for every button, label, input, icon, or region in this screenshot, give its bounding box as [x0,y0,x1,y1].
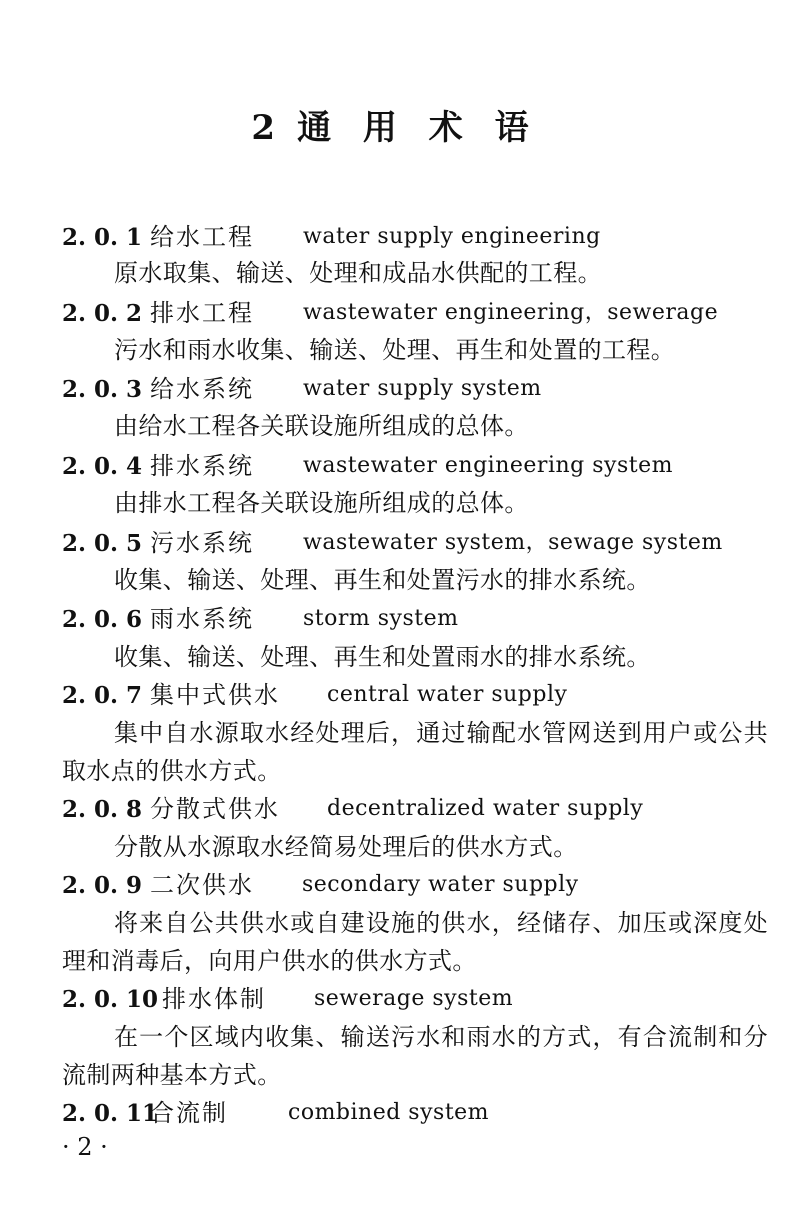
term-heading [62,792,644,826]
term-chinese: 污水系统 [150,529,254,557]
term-english: water supply system [303,376,542,401]
term-definition: 原水取集、输送、处理和成品水供配的工程。 [114,259,602,287]
term-definition: 将来自公共供水或自建设施的供水，经储存、加压或深度处理和消毒后，向用户供水的供水方式。 [62,909,768,975]
term-definition: 集中自水源取水经处理后，通过输配水管网送到用户或公共取水点的供水方式。 [62,719,768,785]
term-definition: 由排水工程各关联设施所组成的总体。 [114,489,529,517]
term-heading [62,220,601,254]
term-number: 2. 0. 1 [62,224,143,251]
term-english: wastewater engineering，sewerage [303,300,719,325]
term-number: 2. 0. 9 [62,872,143,899]
term-chinese: 排水体制 [162,985,266,1013]
term-number: 2. 0. 11 [62,1100,159,1127]
term-definition: 由给水工程各关联设施所组成的总体。 [114,412,529,440]
term-chinese: 雨水系统 [150,605,254,633]
term-chinese: 分散式供水 [150,795,280,823]
term-number: 2. 0. 7 [62,682,143,709]
term-definition: 污水和雨水收集、输送、处理、再生和处置的工程。 [114,336,676,364]
term-chinese: 合流制 [150,1099,228,1127]
term-heading [62,602,459,636]
term-heading [62,372,542,406]
term-english: sewerage system [314,986,514,1011]
term-english: central water supply [327,682,568,707]
term-chinese: 排水系统 [150,452,254,480]
term-definition: 在一个区域内收集、输送污水和雨水的方式，有合流制和分流制两种基本方式。 [62,1023,768,1089]
term-number: 2. 0. 3 [62,376,143,403]
term-chinese: 排水工程 [150,299,254,327]
term-number: 2. 0. 10 [62,986,159,1013]
term-chinese: 集中式供水 [150,681,280,709]
term-english: secondary water supply [302,872,579,897]
chapter-title: 通 用 术 语 [297,108,539,148]
chapter-number: 2 [251,108,276,148]
term-english: decentralized water supply [327,796,644,821]
term-number: 2. 0. 6 [62,606,143,633]
term-heading [62,1096,490,1130]
term-heading [62,296,719,330]
term-chinese: 二次供水 [150,871,254,899]
term-definition: 分散从水源取水经简易处理后的供水方式。 [114,833,578,861]
term-english: water supply engineering [303,224,601,249]
page-number: · 2 · [62,1133,108,1161]
term-english: storm system [303,606,459,631]
term-definition: 收集、输送、处理、再生和处置污水的排水系统。 [114,566,651,594]
term-english: wastewater engineering system [303,453,673,478]
term-heading [62,526,723,560]
term-chinese: 给水工程 [150,223,254,251]
term-english: wastewater system，sewage system [303,530,723,555]
term-heading [62,982,514,1016]
term-number: 2. 0. 4 [62,453,143,480]
term-chinese: 给水系统 [150,375,254,403]
term-number: 2. 0. 2 [62,300,143,327]
term-heading [62,868,579,902]
term-number: 2. 0. 5 [62,530,143,557]
term-english: combined system [288,1100,490,1125]
term-definition: 收集、输送、处理、再生和处置雨水的排水系统。 [114,643,651,671]
chapter-heading [0,100,790,149]
term-heading [62,678,568,712]
term-number: 2. 0. 8 [62,796,143,823]
term-heading [62,449,673,483]
